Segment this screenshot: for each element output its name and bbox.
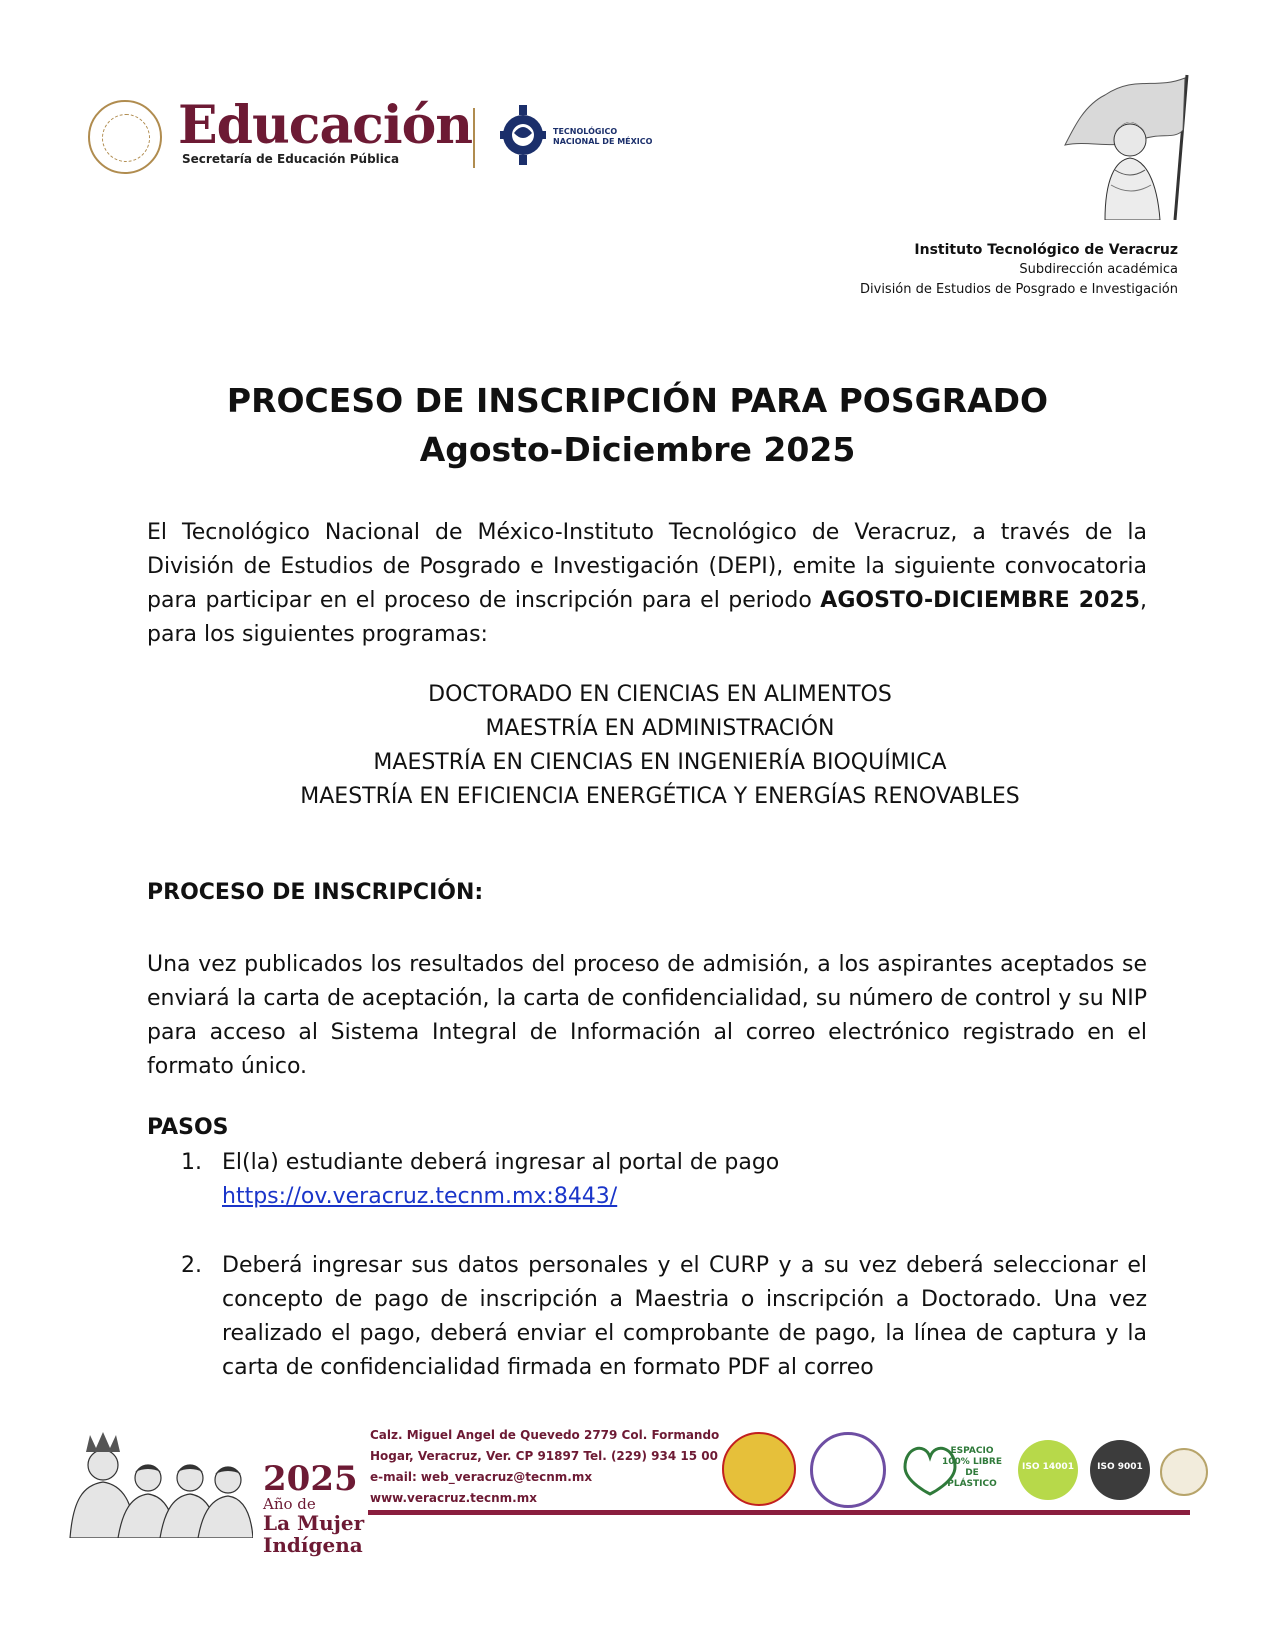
- iso-9001-badge: [1090, 1440, 1150, 1500]
- equality-norm-badge-icon: [810, 1432, 886, 1508]
- iso-14001-label: ISO 14001: [1022, 1462, 1074, 1472]
- programs-list: [0, 678, 1275, 814]
- certification-seal-icon: [1160, 1448, 1208, 1496]
- division-name: División de Estudios de Posgrado e Investigación: [860, 282, 1178, 297]
- program-item: MAESTRÍA EN ADMINISTRACIÓN: [485, 716, 835, 741]
- indigenous-women-illustration: [68, 1430, 253, 1538]
- footer-year-line4: Indígena: [263, 1533, 363, 1557]
- step-text: El(la) estudiante deberá ingresar al portal de pago: [222, 1150, 780, 1175]
- tecnm-gear-icon: [500, 105, 546, 165]
- steps-heading: PASOS: [147, 1115, 229, 1140]
- educacion-logo-word: Educación: [178, 95, 473, 156]
- step-item: [147, 1146, 1147, 1214]
- contact-info: [370, 1425, 719, 1509]
- tecnm-logo-line2: NACIONAL DE MÉXICO: [553, 137, 653, 146]
- footer-year-line2: Año de: [263, 1495, 316, 1513]
- address-line1: Calz. Miguel Angel de Quevedo 2779 Col. Formando: [370, 1428, 720, 1442]
- mexico-seal-logo: [88, 100, 162, 174]
- logo-divider: [473, 108, 475, 168]
- iso-9001-label: ISO 9001: [1097, 1462, 1143, 1472]
- program-item: MAESTRÍA EN EFICIENCIA ENERGÉTICA Y ENERGÍAS RENOVABLES: [300, 784, 1020, 809]
- intro-paragraph: [147, 516, 1147, 652]
- intro-period-bold: AGOSTO-DICIEMBRE 2025: [820, 588, 1140, 613]
- payment-portal-link[interactable]: https://ov.veracruz.tecnm.mx:8443/: [222, 1184, 618, 1209]
- footer-year: 2025: [263, 1459, 358, 1499]
- section-title: PROCESO DE INSCRIPCIÓN:: [147, 880, 484, 905]
- sep-subtitle: Secretaría de Educación Pública: [182, 152, 400, 166]
- program-item: DOCTORADO EN CIENCIAS EN ALIMENTOS: [428, 682, 892, 707]
- email-line[interactable]: e-mail: web_veracruz@tecnm.mx: [370, 1470, 593, 1484]
- iso-14001-badge: [1018, 1440, 1078, 1500]
- footer-bar: [368, 1510, 1190, 1515]
- address-line2: Hogar, Veracruz, Ver. CP 91897 Tel. (229) 934 15 00: [370, 1449, 718, 1463]
- institution-block: [860, 240, 1178, 300]
- institution-name: Instituto Tecnológico de Veracruz: [914, 242, 1178, 258]
- woman-with-flag-illustration: [1045, 70, 1200, 220]
- intro-text-before: El Tecnológico Nacional de México-Instituto Tecnológico de Veracruz, a través de la División de Estudios de Posgrado e Investigación (DEPI), emite la siguiente convocatoria para participar en el proceso de inscripción para el periodo: [147, 520, 1147, 613]
- step-number: 1.: [181, 1150, 202, 1175]
- step-number: 2.: [181, 1253, 202, 1278]
- footer-year-line3: La Mujer: [263, 1511, 365, 1535]
- program-item: MAESTRÍA EN CIENCIAS EN INGENIERÍA BIOQUÍMICA: [373, 750, 947, 775]
- document-period: Agosto-Diciembre 2025: [419, 430, 856, 469]
- year-mujer-indigena-logo: [263, 1459, 365, 1557]
- step-text: Deberá ingresar sus datos personales y el CURP y a su vez deberá seleccionar el concepto de pago de inscripción a Maestria o inscripción a Doctorado. Una vez realizado el pago, deberá enviar el comprobante de pago, la línea de captura y la carta de confidencialidad firmada en formato PDF al correo: [222, 1253, 1147, 1380]
- intro-text-after: , para los siguientes programas:: [147, 588, 1147, 647]
- plastic-free-badge: [895, 1432, 1005, 1502]
- tecnm-logo-line1: TECNOLÓGICO: [553, 127, 618, 136]
- website-line[interactable]: www.veracruz.tecnm.mx: [370, 1491, 537, 1505]
- plastic-free-label: ESPACIO 100% LIBRE DE PLÁSTICO: [942, 1446, 1002, 1489]
- tecnm-logo-text: [553, 127, 652, 147]
- section-paragraph: Una vez publicados los resultados del proceso de admisión, a los aspirantes aceptados se enviará la carta de aceptación, la carta de confidencialidad, su número de control y su NIP para acceso al Sistema Integral de Información al correo electrónico registrado en el formato único.: [147, 952, 1147, 1079]
- subdirection-name: Subdirección académica: [1019, 262, 1178, 277]
- tec-shield-badge-icon: [722, 1432, 796, 1506]
- document-title: PROCESO DE INSCRIPCIÓN PARA POSGRADO: [226, 381, 1049, 420]
- step-item: [147, 1249, 1147, 1385]
